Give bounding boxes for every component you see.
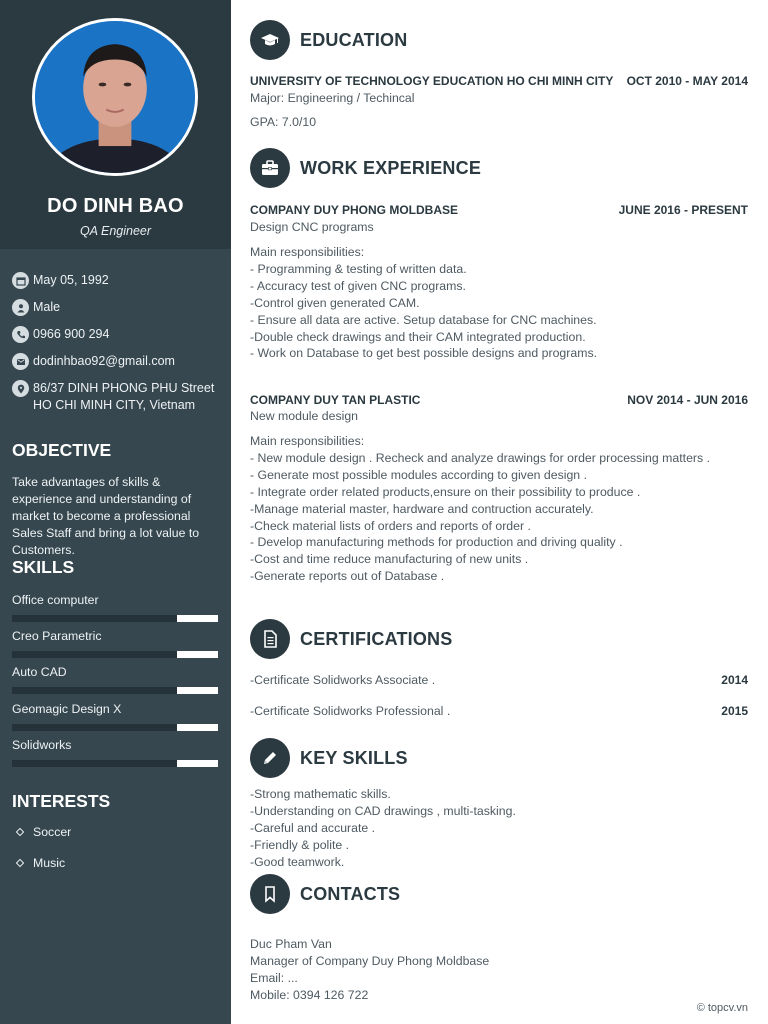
job-dates: JUNE 2016 - PRESENT — [618, 203, 748, 217]
diamond-bullet-icon — [16, 859, 24, 867]
job-details: Main responsibilities: - New module design . Recheck and analyze drawings for order processing matters . - Generate most possible modules according to given design . - Integrate order related products,ensure on their possibility to produce . -Manage material master, hardware and contruction accurately. -Check material lists of orders and reports of order . - Develop manufacturing methods for production and driving quality . -Cost and time reduce manufacturing of new units . -Generate reports out of Database . — [250, 434, 710, 584]
skill-bar — [12, 651, 218, 658]
candidate-role: QA Engineer — [79, 224, 152, 238]
certification-item — [250, 704, 748, 718]
phone-icon — [12, 326, 29, 343]
avatar — [32, 18, 198, 176]
email-icon — [12, 353, 29, 370]
interest-item: Music — [16, 856, 65, 870]
school-name: UNIVERSITY OF TECHNOLOGY EDUCATION HO CHI MINH CITY — [250, 74, 614, 88]
info-address: 86/37 DINH PHONG PHU Street HO CHI MINH CITY, Vietnam — [12, 380, 224, 414]
certification-year: 2014 — [721, 673, 748, 687]
job-details: Main responsibilities: - Programming & testing of written data. - Accuracy test of given CNC programs. -Control given generated CAM. - Ensure all data are active. Setup database for CNC machines. -Double check drawings and their CAM integrated production. - Work on Database to get best possible designs and programs. — [250, 245, 598, 361]
calendar-icon — [12, 272, 29, 289]
education-dates: OCT 2010 - MAY 2014 — [626, 74, 748, 88]
job-position: New module design — [250, 409, 359, 423]
sidebar — [0, 0, 231, 1024]
personal-info — [12, 272, 224, 424]
info-phone: 0966 900 294 — [12, 326, 224, 343]
certification-item — [250, 673, 748, 687]
interests-heading: INTERESTS — [12, 791, 111, 811]
job-row — [250, 393, 748, 407]
person-icon — [12, 299, 29, 316]
certification-name: -Certificate Solidworks Associate . — [250, 673, 436, 687]
skill-bar — [12, 615, 218, 622]
skill-item: Creo Parametric — [12, 629, 218, 643]
briefcase-icon — [250, 148, 290, 188]
diamond-bullet-icon — [16, 828, 24, 836]
skill-item: Solidworks — [12, 738, 218, 752]
education-title: EDUCATION — [300, 29, 408, 50]
skill-item: Office computer — [12, 593, 218, 607]
skill-item: Auto CAD — [12, 665, 218, 679]
skills-heading: SKILLS — [12, 557, 75, 577]
objective-text: Take advantages of skills & experience and understanding of market to become a professional Sales Staff and bring a lot value to Customers. — [12, 475, 200, 557]
key-skills-list: -Strong mathematic skills. -Understanding on CAD drawings , multi-tasking. -Careful and accurate . -Friendly & polite . -Good teamwork. — [250, 787, 516, 869]
info-gender: Male — [12, 299, 224, 316]
profile-header — [0, 0, 231, 249]
main-content — [250, 0, 750, 1024]
skill-item: Geomagic Design X — [12, 702, 218, 716]
location-icon — [12, 380, 29, 397]
skill-bar — [12, 724, 218, 731]
job-position: Design CNC programs — [250, 220, 374, 234]
certifications-title: CERTIFICATIONS — [300, 628, 453, 649]
graduation-cap-icon — [250, 20, 290, 60]
bookmark-icon — [250, 874, 290, 914]
company-name: COMPANY DUY TAN PLASTIC — [250, 393, 421, 407]
candidate-name: DO DINH BAO — [47, 195, 184, 217]
education-row — [250, 74, 748, 88]
education-gpa: GPA: 7.0/10 — [250, 115, 317, 129]
company-name: COMPANY DUY PHONG MOLDBASE — [250, 203, 459, 217]
certification-name: -Certificate Solidworks Professional . — [250, 704, 451, 718]
objective-heading: OBJECTIVE — [12, 440, 112, 460]
contacts-details: Duc Pham Van Manager of Company Duy Phong Moldbase Email: ... Mobile: 0394 126 722 — [250, 937, 490, 1002]
certification-year: 2015 — [721, 704, 748, 718]
info-birthday: May 05, 1992 — [12, 272, 224, 289]
document-icon — [250, 619, 290, 659]
contacts-header — [250, 874, 400, 914]
interest-item: Soccer — [16, 825, 71, 839]
info-email: dodinhbao92@gmail.com — [12, 353, 224, 370]
education-major: Major: Engineering / Techincal — [250, 91, 415, 105]
pencil-icon — [250, 738, 290, 778]
skill-bar — [12, 687, 218, 694]
skill-bar — [12, 760, 218, 767]
key-skills-title: KEY SKILLS — [300, 747, 408, 768]
work-title: WORK EXPERIENCE — [300, 157, 482, 178]
work-header — [250, 148, 481, 188]
contacts-title: CONTACTS — [300, 883, 401, 904]
education-header — [250, 20, 407, 60]
job-dates: NOV 2014 - JUN 2016 — [627, 393, 748, 407]
job-row — [250, 203, 748, 217]
footer-credit: © topcv.vn — [696, 1002, 748, 1014]
key-skills-header — [250, 738, 408, 778]
certifications-header — [250, 619, 452, 659]
